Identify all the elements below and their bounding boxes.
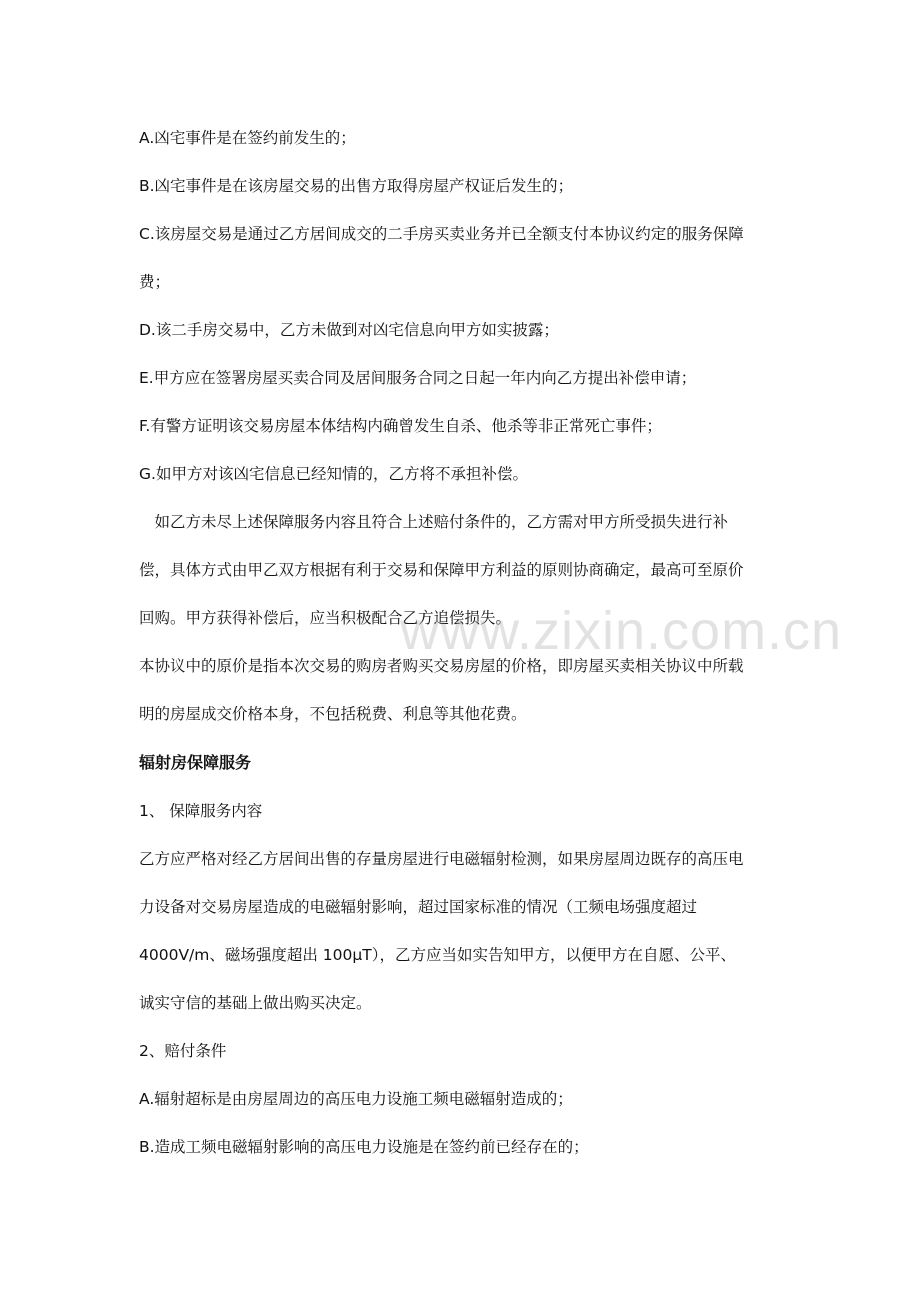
text-line: 本协议中的原价是指本次交易的购房者购买交易房屋的价格，即房屋买卖相关协议中所载 [139, 657, 744, 675]
text-line: 偿，具体方式由甲乙双方根据有利于交易和保障甲方利益的原则协商确定，最高可至原价 [139, 561, 744, 579]
clause-d [139, 306, 779, 354]
clause-g [139, 450, 779, 498]
text-line: A.辐射超标是由房屋周边的高压电力设施工频电磁辐射造成的； [139, 1090, 573, 1108]
text-line: 力设备对交易房屋造成的电磁辐射影响，超过国家标准的情况（工频电场强度超过 [139, 898, 698, 916]
text-line: F.有警方证明该交易房屋本体结构内确曾发生自杀、他杀等非正常死亡事件； [139, 417, 662, 435]
subsection-title-2 [139, 1027, 779, 1075]
original-price-paragraph [139, 642, 779, 738]
text-line: G.如甲方对该凶宅信息已经知情的，乙方将不承担补偿。 [139, 465, 528, 483]
section-heading: 辐射房保障服务 [139, 753, 252, 772]
clause-c [139, 210, 779, 306]
clause-b [139, 162, 779, 210]
clause-a [139, 114, 779, 162]
text-line: 1、 保障服务内容 [139, 802, 263, 820]
watermark: www.zixin.com.cn [400, 601, 843, 661]
text-line: 4000V/m、磁场强度超出 100μT），乙方应当如实告知甲方，以便甲方在自愿、公平、 [139, 946, 736, 964]
text-line: 2、赔付条件 [139, 1042, 227, 1060]
text-line: B.造成工频电磁辐射影响的高压电力设施是在签约前已经存在的； [139, 1138, 589, 1156]
compensation-paragraph [139, 498, 779, 642]
text-line: 明的房屋成交价格本身，不包括税费、利息等其他花费。 [139, 705, 527, 723]
text-line: 回购。甲方获得补偿后，应当积极配合乙方追偿损失。 [139, 609, 512, 627]
text-line: A.凶宅事件是在签约前发生的； [139, 129, 356, 147]
condition-a [139, 1075, 779, 1123]
text-line: C.该房屋交易是通过乙方居间成交的二手房买卖业务并已全额支付本协议约定的服务保障 [139, 225, 744, 243]
text-line: 乙方应严格对经乙方居间出售的存量房屋进行电磁辐射检测，如果房屋周边既存的高压电 [139, 850, 744, 868]
service-content-paragraph [139, 835, 779, 1027]
subsection-title-1 [139, 787, 779, 835]
text-line: 诚实守信的基础上做出购买决定。 [139, 994, 372, 1012]
text-line: 费； [139, 273, 171, 291]
text-line: D.该二手房交易中，乙方未做到对凶宅信息向甲方如实披露； [139, 321, 559, 339]
text-line: B.凶宅事件是在该房屋交易的出售方取得房屋产权证后发生的； [139, 177, 574, 195]
clause-e [139, 354, 779, 402]
clause-f [139, 402, 779, 450]
condition-b [139, 1123, 779, 1171]
text-line: 如乙方未尽上述保障服务内容且符合上述赔付条件的，乙方需对甲方所受损失进行补 [139, 513, 729, 531]
text-line: E.甲方应在签署房屋买卖合同及居间服务合同之日起一年内向乙方提出补偿申请； [139, 369, 697, 387]
